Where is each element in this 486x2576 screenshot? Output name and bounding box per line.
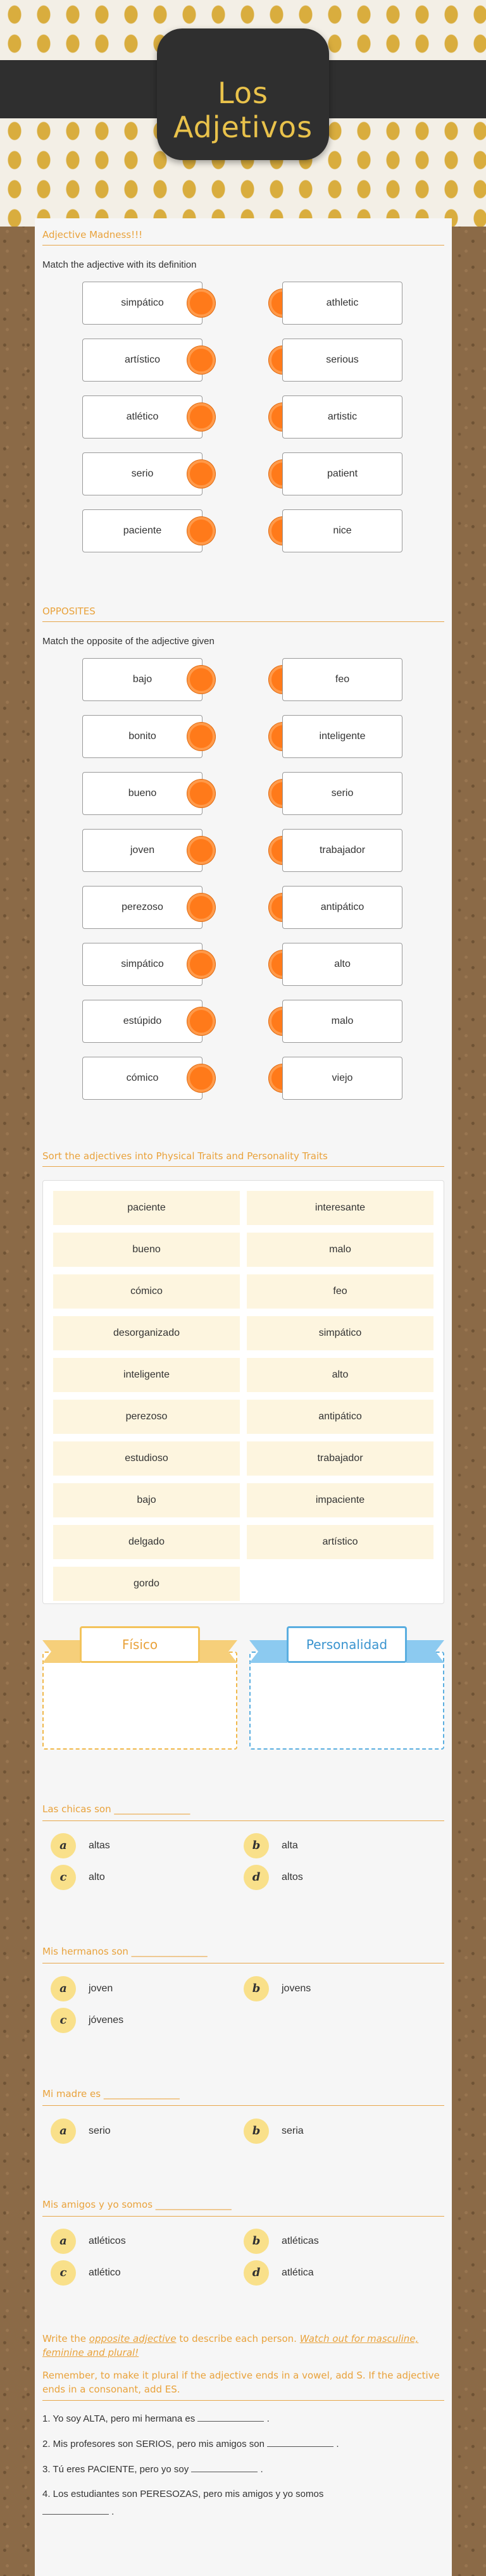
option-letter: d: [244, 1865, 269, 1890]
option-text: atlética: [282, 2267, 314, 2278]
match-connector-dot[interactable]: [187, 1064, 215, 1092]
match-right-item[interactable]: antipático: [282, 886, 402, 929]
sort-bin-personalidad[interactable]: [249, 1626, 444, 1750]
match-connector-dot[interactable]: [187, 403, 215, 431]
sort-chip[interactable]: trabajador: [247, 1441, 433, 1476]
option-letter: b: [244, 1976, 269, 2001]
match-left-item[interactable]: estúpido: [82, 1000, 202, 1043]
match-connector-dot[interactable]: [187, 460, 215, 488]
option-text: serio: [89, 2125, 111, 2136]
sort-chip[interactable]: bueno: [53, 1233, 240, 1267]
drop-zone[interactable]: [249, 1652, 444, 1750]
question-prompt: Las chicas son ________________: [42, 1803, 190, 1815]
answer-option[interactable]: [244, 2260, 421, 2286]
final-instructions: [42, 2332, 447, 2360]
question-prompt: Mis hermanos son ________________: [42, 1946, 208, 1957]
match-left-item[interactable]: bueno: [82, 772, 202, 815]
bin-label: Personalidad: [287, 1626, 407, 1663]
match-connector-dot[interactable]: [187, 346, 215, 374]
match-right-item[interactable]: inteligente: [282, 715, 402, 758]
match-right-item[interactable]: artistic: [282, 395, 402, 439]
divider: [42, 2400, 444, 2401]
sort-chip[interactable]: impaciente: [247, 1483, 433, 1517]
instruction-emphasis: opposite adjective: [89, 2333, 177, 2344]
match-left-item[interactable]: artístico: [82, 339, 202, 382]
ribbon-tail-icon: [42, 1640, 80, 1663]
section1-title: Adjective Madness!!!: [42, 229, 143, 240]
question-prompt: Mi madre es ________________: [42, 2088, 180, 2100]
match-connector-dot[interactable]: [187, 837, 215, 864]
plural-rule: Remember, to make it plural if the adjective ends in a vowel, add S. If the adjective ends in a consonant, add ES.: [42, 2370, 440, 2395]
answer-option[interactable]: [244, 1833, 421, 1858]
match-connector-dot[interactable]: [187, 289, 215, 317]
question-prompt: Mis amigos y yo somos ________________: [42, 2199, 232, 2210]
blank-input[interactable]: [267, 2438, 333, 2447]
sort-chip[interactable]: paciente: [53, 1191, 240, 1225]
match-connector-dot[interactable]: [187, 893, 215, 921]
sort-item-pool: [42, 1180, 444, 1604]
bin-label: Físico: [80, 1626, 200, 1663]
answer-option[interactable]: [51, 2260, 228, 2286]
ribbon-tail-icon: [249, 1640, 287, 1663]
option-letter: c: [51, 1865, 76, 1890]
section2-instruction: Match the opposite of the adjective given: [42, 636, 215, 647]
option-text: joven: [89, 1983, 113, 1994]
answer-option[interactable]: [51, 2229, 228, 2254]
answer-option[interactable]: [244, 1865, 421, 1890]
instruction-text: to describe each person.: [176, 2333, 300, 2344]
match-connector-dot[interactable]: [187, 723, 215, 750]
section2-title: OPPOSITES: [42, 606, 96, 617]
option-text: atléticas: [282, 2236, 319, 2246]
sort-bin-fisico[interactable]: [42, 1626, 237, 1750]
divider: [42, 1166, 444, 1167]
sort-chip[interactable]: bajo: [53, 1483, 240, 1517]
divider: [42, 1820, 444, 1821]
sentence-3: 3. Tú eres PACIENTE, pero yo soy .: [42, 2464, 263, 2475]
option-letter: a: [51, 1833, 76, 1858]
sort-chip[interactable]: simpático: [247, 1316, 433, 1350]
option-text: altos: [282, 1872, 303, 1882]
sentence-1: 1. Yo soy ALTA, pero mi hermana es .: [42, 2413, 270, 2424]
answer-option[interactable]: [51, 2119, 228, 2144]
sort-chip[interactable]: antipático: [247, 1400, 433, 1434]
option-letter: b: [244, 1833, 269, 1858]
sort-chip[interactable]: estudioso: [53, 1441, 240, 1476]
match-left-item[interactable]: bonito: [82, 715, 202, 758]
answer-option[interactable]: [244, 2229, 421, 2254]
option-text: alto: [89, 1872, 105, 1882]
option-letter: b: [244, 2229, 269, 2254]
match-right-item[interactable]: viejo: [282, 1057, 402, 1100]
blank-input[interactable]: [191, 2463, 258, 2472]
sort-chip[interactable]: cómico: [53, 1274, 240, 1309]
instruction-emphasis: Watch out for masculine, feminine and plural!: [42, 2333, 419, 2358]
match-right-item[interactable]: alto: [282, 943, 402, 986]
sentence-2: 2. Mis profesores son SERIOS, pero mis amigos son .: [42, 2439, 339, 2449]
option-letter: b: [244, 2119, 269, 2144]
match-right-item[interactable]: serio: [282, 772, 402, 815]
match-connector-dot[interactable]: [187, 1007, 215, 1035]
match-right-item[interactable]: patient: [282, 452, 402, 495]
sort-chip[interactable]: malo: [247, 1233, 433, 1267]
option-letter: a: [51, 2119, 76, 2144]
option-letter: c: [51, 2260, 76, 2286]
option-text: atléticos: [89, 2236, 126, 2246]
divider: [42, 2216, 444, 2217]
answer-option[interactable]: [51, 1833, 228, 1858]
match-connector-dot[interactable]: [187, 666, 215, 694]
section1-instruction: Match the adjective with its definition: [42, 259, 197, 270]
sentence-4: 4. Los estudiantes son PERESOZAS, pero mis amigos y yo somos .: [42, 2489, 324, 2517]
sort-chip[interactable]: gordo: [53, 1567, 240, 1601]
sentence-text: 3. Tú eres PACIENTE, pero yo soy: [42, 2464, 189, 2475]
section3-title: Sort the adjectives into Physical Traits and Personality Traits: [42, 1150, 328, 1162]
page-title: Los Adjetivos: [173, 76, 313, 144]
match-left-item[interactable]: perezoso: [82, 886, 202, 929]
answer-option[interactable]: [51, 2008, 228, 2033]
sentence-text: 4. Los estudiantes son PERESOZAS, pero mis amigos y yo somos: [42, 2489, 324, 2499]
answer-option[interactable]: [244, 2119, 421, 2144]
sort-chip[interactable]: alto: [247, 1358, 433, 1392]
match-left-item[interactable]: bajo: [82, 658, 202, 701]
match-left-item[interactable]: simpático: [82, 282, 202, 325]
ribbon-tail-icon: [199, 1640, 237, 1663]
sort-chip[interactable]: desorganizado: [53, 1316, 240, 1350]
match-right-item[interactable]: feo: [282, 658, 402, 701]
option-letter: a: [51, 1976, 76, 2001]
option-text: alta: [282, 1840, 298, 1851]
match-left-item[interactable]: paciente: [82, 509, 202, 552]
answer-option[interactable]: [51, 1865, 228, 1890]
match-left-item[interactable]: serio: [82, 452, 202, 495]
match-right-item[interactable]: serious: [282, 339, 402, 382]
divider: [42, 245, 444, 246]
match-connector-dot[interactable]: [187, 950, 215, 978]
match-connector-dot[interactable]: [187, 517, 215, 545]
divider: [42, 621, 444, 622]
option-text: jovens: [282, 1983, 311, 1994]
sentence-text: 1. Yo soy ALTA, pero mi hermana es: [42, 2413, 196, 2424]
option-letter: a: [51, 2229, 76, 2254]
worksheet: [35, 218, 452, 2576]
option-text: atlético: [89, 2267, 121, 2278]
match-right-item[interactable]: nice: [282, 509, 402, 552]
option-text: altas: [89, 1840, 110, 1851]
match-right-item[interactable]: malo: [282, 1000, 402, 1043]
blank-input[interactable]: [197, 2413, 264, 2422]
ribbon-tail-icon: [406, 1640, 444, 1663]
match-left-item[interactable]: simpático: [82, 943, 202, 986]
option-letter: c: [51, 2008, 76, 2033]
sort-chip[interactable]: interesante: [247, 1191, 433, 1225]
divider: [42, 2105, 444, 2106]
sort-chip[interactable]: inteligente: [53, 1358, 240, 1392]
sort-chip[interactable]: perezoso: [53, 1400, 240, 1434]
sort-chip[interactable]: feo: [247, 1274, 433, 1309]
answer-option[interactable]: [244, 1976, 421, 2001]
match-connector-dot[interactable]: [187, 780, 215, 807]
match-left-item[interactable]: joven: [82, 829, 202, 872]
option-letter: d: [244, 2260, 269, 2286]
match-right-item[interactable]: athletic: [282, 282, 402, 325]
instruction-text: Write the: [42, 2333, 89, 2344]
sort-chip[interactable]: artístico: [247, 1525, 433, 1559]
sentence-text: 2. Mis profesores son SERIOS, pero mis amigos son: [42, 2439, 265, 2449]
answer-option[interactable]: [51, 1976, 228, 2001]
option-text: seria: [282, 2125, 304, 2136]
drop-zone[interactable]: [42, 1652, 237, 1750]
match-right-item[interactable]: trabajador: [282, 829, 402, 872]
match-left-item[interactable]: atlético: [82, 395, 202, 439]
sort-chip[interactable]: delgado: [53, 1525, 240, 1559]
match-left-item[interactable]: cómico: [82, 1057, 202, 1100]
option-text: jóvenes: [89, 2015, 124, 2025]
blank-input[interactable]: [42, 2506, 109, 2515]
